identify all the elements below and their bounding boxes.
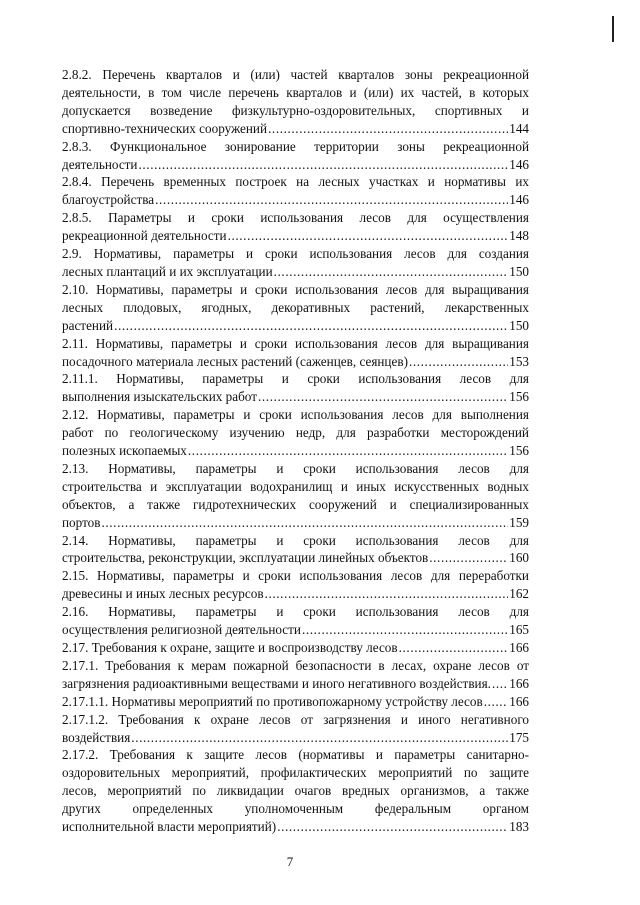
toc-line: работ по геологическому изучению недр, для разработки месторождений: [62, 425, 529, 441]
toc-page-number: 150: [509, 317, 529, 333]
toc-entry-2-12: [62, 406, 529, 460]
toc-entry-2-11: [62, 335, 529, 371]
toc-line: растений: [62, 317, 114, 333]
dot-leader: [265, 585, 509, 603]
toc-page-number: 148: [509, 228, 529, 244]
toc-line: 2.13. Нормативы, параметры и сроки использования лесов для: [62, 460, 529, 476]
toc-page-number: 160: [509, 550, 529, 566]
page-edge-mark: [612, 16, 614, 42]
toc-line: посадочного материала лесных растений (саженцев, сеянцев): [62, 353, 408, 369]
toc-line: деятельности: [62, 156, 138, 172]
toc-page-number: 183: [509, 819, 529, 835]
dot-leader: [228, 227, 509, 245]
dot-leader: [302, 621, 508, 639]
toc-page-number: 166: [509, 693, 529, 709]
toc-line: 2.17.1.1. Нормативы мероприятий по противопожарному устройству лесов: [62, 693, 483, 709]
toc-entry-2-8-3: [62, 138, 529, 174]
toc-entry-2-9: [62, 245, 529, 281]
toc-page-number: 165: [509, 622, 529, 638]
toc-line: благоустройства: [62, 192, 155, 208]
dot-leader: [188, 442, 508, 460]
toc-line: воздействия: [62, 729, 131, 745]
toc-entry-2-8-4: [62, 173, 529, 209]
toc-line: рекреационной деятельности: [62, 228, 227, 244]
toc-line: лесных плантаций и их эксплуатации: [62, 263, 273, 279]
toc-line: допускается возведение физкультурно-оздоровительных, спортивных и: [62, 102, 529, 118]
toc-page-number: 156: [509, 443, 529, 459]
toc-entry-2-17: [62, 639, 529, 657]
toc-entry-2-17-1: [62, 657, 529, 693]
toc-line: 2.17.1. Требования к мерам пожарной безопасности в лесах, охране лесов от: [62, 657, 529, 673]
dot-leader: [409, 353, 508, 371]
toc-line: 2.8.4. Перечень временных построек на лесных участках и нормативы их: [62, 174, 529, 190]
dot-leader: [484, 693, 509, 711]
dot-leader: [101, 514, 508, 532]
toc-line: строительства, реконструкции, эксплуатации линейных объектов: [62, 550, 429, 566]
toc-line: строительства и эксплуатации водохранилищ и иных искусственных водных: [62, 478, 529, 494]
dot-leader: [274, 263, 509, 281]
toc-line: объектов, а также гидротехнических сооружений и специализированных: [62, 496, 529, 512]
toc-line: 2.11. Нормативы, параметры и сроки использования лесов для выращивания: [62, 335, 529, 351]
toc-line: 2.11.1. Нормативы, параметры и сроки использования лесов для: [62, 371, 529, 387]
toc-line: осуществления религиозной деятельности: [62, 622, 301, 638]
dot-leader: [492, 675, 508, 693]
toc-entry-2-10: [62, 281, 529, 335]
toc-line: выполнения изыскательских работ: [62, 389, 257, 405]
toc-line: 2.8.2. Перечень кварталов и (или) частей кварталов зоны рекреационной: [62, 67, 529, 82]
toc-entry-2-17-1-1: [62, 693, 529, 711]
toc-line: 2.17.1.2. Требования к охране лесов от загрязнения и иного негативного: [62, 711, 529, 727]
table-of-contents: [62, 66, 529, 836]
toc-entry-2-8-5: [62, 209, 529, 245]
dot-leader: [258, 388, 508, 406]
toc-page-number: 153: [509, 353, 529, 369]
toc-entry-2-8-2: [62, 66, 529, 138]
dot-leader: [277, 818, 508, 836]
toc-line: портов: [62, 514, 101, 530]
toc-page-number: 146: [509, 156, 529, 172]
toc-line: лесных плодовых, ягодных, декоративных растений, лекарственных: [62, 299, 529, 315]
dot-leader: [399, 639, 509, 657]
toc-page-number: 162: [509, 586, 529, 602]
toc-line: полезных ископаемых: [62, 443, 187, 459]
toc-page-number: 166: [509, 675, 529, 691]
toc-page-number: 146: [509, 192, 529, 208]
toc-line: 2.16. Нормативы, параметры и сроки использования лесов для: [62, 604, 529, 620]
toc-line: 2.12. Нормативы, параметры и сроки использования лесов для выполнения: [62, 407, 529, 423]
toc-entry-2-13: [62, 460, 529, 532]
toc-line: лесов, мероприятий по ликвидации очагов вредных организмов, а также: [62, 783, 529, 799]
toc-entry-2-17-2: [62, 746, 529, 836]
toc-entry-2-17-1-2: [62, 711, 529, 747]
toc-line: других определенных уполномоченным федеральным органом: [62, 801, 529, 817]
toc-line: 2.17.2. Требования к защите лесов (нормативы и параметры санитарно-: [62, 747, 529, 763]
dot-leader: [139, 156, 509, 174]
toc-entry-2-11-1: [62, 370, 529, 406]
toc-line: 2.10. Нормативы, параметры и сроки использования лесов для выращивания: [62, 281, 529, 297]
toc-line: спортивно-технических сооружений: [62, 120, 268, 136]
toc-line: 2.15. Нормативы, параметры и сроки использования лесов для переработки: [62, 568, 529, 584]
toc-line: 2.17. Требования к охране, защите и воспроизводству лесов: [62, 640, 398, 655]
toc-line: 2.8.3. Функциональное зонирование территории зоны рекреационной: [62, 138, 529, 154]
toc-line: 2.8.5. Параметры и сроки использования лесов для осуществления: [62, 210, 529, 226]
toc-page-number: 156: [509, 389, 529, 405]
dot-leader: [155, 191, 508, 209]
dot-leader: [114, 317, 508, 335]
toc-entry-2-14: [62, 532, 529, 568]
toc-line: древесины и иных лесных ресурсов: [62, 586, 264, 602]
toc-line: загрязнения радиоактивными веществами и иного негативного воздействия.: [62, 675, 491, 691]
dot-leader: [429, 549, 508, 567]
toc-line: деятельности, в том числе перечень кварталов и (или) их частей, в которых: [62, 84, 529, 100]
toc-page-number: 144: [509, 120, 529, 136]
toc-page-number: 166: [509, 640, 529, 655]
page-number: 7: [286, 854, 294, 869]
toc-entry-2-15: [62, 567, 529, 603]
toc-page-number: 175: [509, 729, 529, 745]
toc-entry-2-16: [62, 603, 529, 639]
dot-leader: [268, 120, 508, 138]
toc-line: 2.14. Нормативы, параметры и сроки использования лесов для: [62, 532, 529, 548]
toc-line: 2.9. Нормативы, параметры и сроки использования лесов для создания: [62, 246, 529, 262]
toc-line: оздоровительных мероприятий, профилактических мероприятий по защите: [62, 765, 529, 781]
toc-page-number: 159: [509, 514, 529, 530]
dot-leader: [131, 729, 508, 747]
toc-line: исполнительной власти мероприятий): [62, 819, 277, 835]
toc-page-number: 150: [509, 263, 529, 279]
